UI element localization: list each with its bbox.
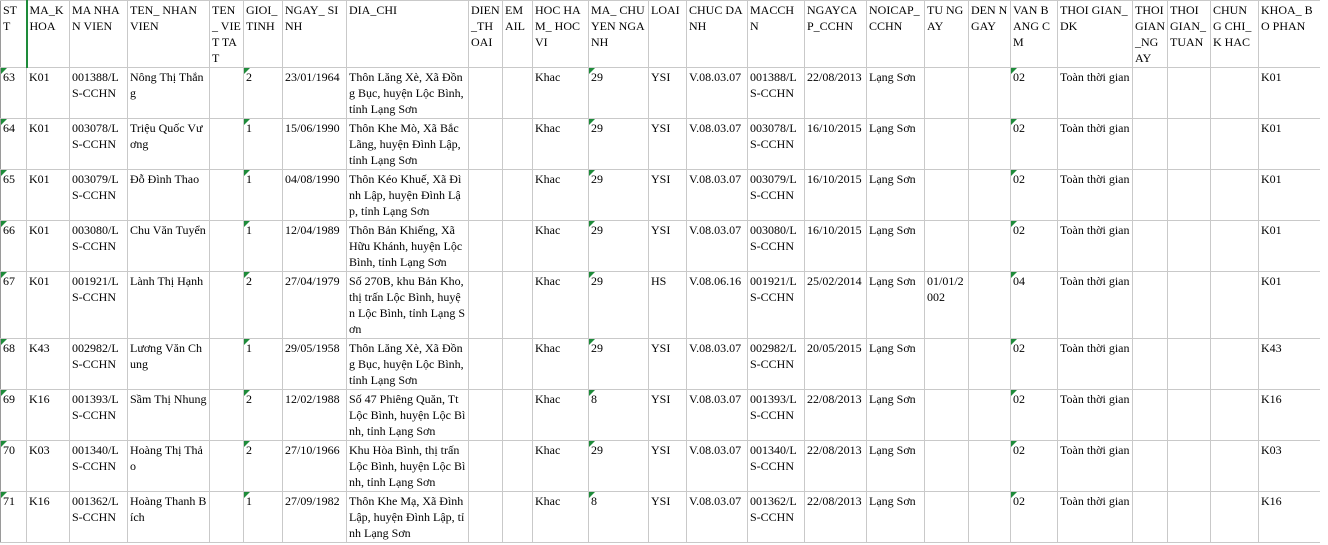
header-cell[interactable]: MA_K HOA (27, 1, 70, 68)
cell[interactable]: 29 (589, 272, 649, 339)
cell[interactable]: YSI (649, 441, 687, 492)
cell[interactable]: 16/10/2015 (805, 221, 867, 272)
header-cell[interactable]: TEN_ VIET TAT (210, 1, 244, 68)
cell[interactable] (503, 339, 533, 390)
cell[interactable]: Thôn Lăng Xè, Xã Đồng Bục, huyện Lộc Bình, tỉnh Lạng Sơn (347, 68, 469, 119)
cell[interactable] (1133, 441, 1168, 492)
cell[interactable]: Toàn thời gian (1058, 170, 1133, 221)
cell[interactable]: K03 (1259, 441, 1321, 492)
table-row (1, 221, 1321, 272)
header-cell[interactable]: LOAI (649, 1, 687, 68)
cell[interactable] (1133, 272, 1168, 339)
cell[interactable]: K16 (1259, 492, 1321, 543)
cell[interactable] (503, 170, 533, 221)
cell[interactable]: Lạng Sơn (867, 339, 925, 390)
cell[interactable]: 02 (1011, 170, 1058, 221)
cell[interactable] (1168, 119, 1211, 170)
header-cell[interactable]: KHOA_ BO PHAN (1259, 1, 1321, 68)
cell[interactable]: 02 (1011, 221, 1058, 272)
cell[interactable]: 1 (244, 492, 283, 543)
cell[interactable] (469, 339, 503, 390)
cell[interactable]: K01 (27, 272, 70, 339)
cell[interactable] (469, 68, 503, 119)
cell[interactable]: 003079/LS-CCHN (748, 170, 805, 221)
cell[interactable]: 8 (589, 492, 649, 543)
cell[interactable] (1168, 170, 1211, 221)
cell[interactable]: K01 (1259, 272, 1321, 339)
cell[interactable] (1211, 339, 1259, 390)
cell[interactable]: 001362/LS-CCHN (70, 492, 128, 543)
cell[interactable] (469, 441, 503, 492)
cell[interactable]: 20/05/2015 (805, 339, 867, 390)
cell[interactable] (1133, 170, 1168, 221)
header-cell[interactable]: DIEN _TH OAI (469, 1, 503, 68)
cell[interactable] (1211, 492, 1259, 543)
cell[interactable]: Toàn thời gian (1058, 339, 1133, 390)
cell[interactable] (1168, 272, 1211, 339)
cell[interactable] (1133, 68, 1168, 119)
cell[interactable] (1211, 119, 1259, 170)
cell[interactable]: K01 (1259, 68, 1321, 119)
cell[interactable]: K01 (27, 221, 70, 272)
cell[interactable]: Lạng Sơn (867, 170, 925, 221)
header-cell[interactable]: MA_ CHUYEN NGANH (589, 1, 649, 68)
cell[interactable] (1211, 170, 1259, 221)
cell[interactable]: Số 270B, khu Bản Kho, thị trấn Lộc Bình, huyện Lộc Bình, tỉnh Lạng Sơn (347, 272, 469, 339)
cell[interactable] (1211, 272, 1259, 339)
cell[interactable]: K01 (27, 170, 70, 221)
cell[interactable]: 29 (589, 221, 649, 272)
cell[interactable]: 02 (1011, 68, 1058, 119)
cell[interactable] (469, 390, 503, 441)
cell[interactable]: Sầm Thị Nhung (128, 390, 210, 441)
cell[interactable]: 29/05/1958 (283, 339, 347, 390)
cell[interactable]: K43 (1259, 339, 1321, 390)
cell[interactable] (503, 390, 533, 441)
cell[interactable]: HS (649, 272, 687, 339)
header-cell[interactable]: THOI GIAN_DK (1058, 1, 1133, 68)
cell[interactable]: Lương Văn Chung (128, 339, 210, 390)
cell[interactable]: 22/08/2013 (805, 390, 867, 441)
cell[interactable]: 02 (1011, 119, 1058, 170)
cell[interactable]: Thôn Khe Mò, Xã Bắc Lãng, huyện Đình Lập, tỉnh Lạng Sơn (347, 119, 469, 170)
cell[interactable]: Khac (533, 390, 589, 441)
cell[interactable]: Khac (533, 441, 589, 492)
cell[interactable] (969, 339, 1011, 390)
cell[interactable]: 1 (244, 119, 283, 170)
cell[interactable]: 003078/LS-CCHN (748, 119, 805, 170)
cell[interactable]: Chu Văn Tuyển (128, 221, 210, 272)
cell[interactable] (210, 390, 244, 441)
cell[interactable]: 29 (589, 441, 649, 492)
cell[interactable]: 003078/LS-CCHN (70, 119, 128, 170)
cell[interactable]: 27/10/1966 (283, 441, 347, 492)
cell[interactable]: 01/01/2002 (925, 272, 969, 339)
cell[interactable]: Toàn thời gian (1058, 68, 1133, 119)
cell[interactable] (210, 119, 244, 170)
cell[interactable]: 27/04/1979 (283, 272, 347, 339)
cell[interactable]: Nông Thị Thắng (128, 68, 210, 119)
cell[interactable]: YSI (649, 68, 687, 119)
cell[interactable] (210, 68, 244, 119)
cell[interactable]: 8 (589, 390, 649, 441)
header-cell[interactable]: CHUC DANH (687, 1, 748, 68)
cell[interactable]: V.08.03.07 (687, 119, 748, 170)
cell[interactable]: Lành Thị Hạnh (128, 272, 210, 339)
cell[interactable]: Lạng Sơn (867, 119, 925, 170)
cell[interactable] (1168, 441, 1211, 492)
header-cell[interactable]: DIA_CHI (347, 1, 469, 68)
cell[interactable] (925, 170, 969, 221)
cell[interactable]: YSI (649, 221, 687, 272)
cell[interactable] (210, 441, 244, 492)
cell[interactable] (925, 492, 969, 543)
cell[interactable] (1211, 68, 1259, 119)
cell[interactable]: 67 (1, 272, 27, 339)
cell[interactable] (969, 272, 1011, 339)
cell[interactable]: V.08.03.07 (687, 390, 748, 441)
header-cell[interactable]: TEN_ NHAN VIEN (128, 1, 210, 68)
cell[interactable]: Toàn thời gian (1058, 390, 1133, 441)
cell[interactable]: 66 (1, 221, 27, 272)
cell[interactable]: V.08.06.16 (687, 272, 748, 339)
cell[interactable] (969, 68, 1011, 119)
cell[interactable]: V.08.03.07 (687, 221, 748, 272)
cell[interactable]: 22/08/2013 (805, 441, 867, 492)
cell[interactable] (1168, 492, 1211, 543)
header-cell[interactable]: MA NHAN VIEN (70, 1, 128, 68)
cell[interactable]: Thôn Lăng Xè, Xã Đồng Bục, huyện Lộc Bình, tỉnh Lạng Sơn (347, 339, 469, 390)
cell[interactable]: K16 (27, 492, 70, 543)
cell[interactable] (925, 339, 969, 390)
cell[interactable]: Khac (533, 68, 589, 119)
cell[interactable]: 001393/LS-CCHN (748, 390, 805, 441)
cell[interactable]: 29 (589, 339, 649, 390)
cell[interactable]: YSI (649, 339, 687, 390)
window-edge (1320, 0, 1328, 545)
cell[interactable]: 16/10/2015 (805, 119, 867, 170)
cell[interactable]: YSI (649, 390, 687, 441)
cell[interactable]: V.08.03.07 (687, 68, 748, 119)
cell[interactable]: V.08.03.07 (687, 492, 748, 543)
cell[interactable] (1133, 492, 1168, 543)
cell[interactable]: Khac (533, 221, 589, 272)
cell[interactable]: 2 (244, 68, 283, 119)
cell[interactable]: 23/01/1964 (283, 68, 347, 119)
cell[interactable]: K01 (1259, 119, 1321, 170)
cell[interactable] (969, 390, 1011, 441)
cell[interactable] (1168, 390, 1211, 441)
cell[interactable] (210, 221, 244, 272)
cell[interactable]: 29 (589, 170, 649, 221)
cell[interactable] (1133, 390, 1168, 441)
header-cell[interactable]: NGAY_ SINH (283, 1, 347, 68)
cell[interactable]: 001388/LS-CCHN (70, 68, 128, 119)
cell[interactable]: 71 (1, 492, 27, 543)
cell[interactable] (925, 119, 969, 170)
header-row (1, 1, 1321, 68)
cell[interactable]: Toàn thời gian (1058, 119, 1133, 170)
cell[interactable]: 69 (1, 390, 27, 441)
cell[interactable] (925, 441, 969, 492)
cell[interactable]: 001921/LS-CCHN (70, 272, 128, 339)
cell[interactable]: 001340/LS-CCHN (70, 441, 128, 492)
table-row (1, 119, 1321, 170)
cell[interactable]: Khac (533, 170, 589, 221)
cell[interactable]: Lạng Sơn (867, 390, 925, 441)
cell[interactable]: Khac (533, 492, 589, 543)
cell[interactable]: Hoàng Thanh Bích (128, 492, 210, 543)
header-cell[interactable]: THOI GIAN_ TUAN (1168, 1, 1211, 68)
cell[interactable]: 27/09/1982 (283, 492, 347, 543)
cell[interactable] (1211, 221, 1259, 272)
cell[interactable]: YSI (649, 170, 687, 221)
cell[interactable] (210, 170, 244, 221)
cell[interactable]: 02 (1011, 492, 1058, 543)
cell[interactable]: 02 (1011, 390, 1058, 441)
header-cell[interactable]: GIOI_ TINH (244, 1, 283, 68)
cell[interactable]: Thôn Kéo Khuế, Xã Đình Lập, huyện Đình Lập, tỉnh Lạng Sơn (347, 170, 469, 221)
cell[interactable]: 15/06/1990 (283, 119, 347, 170)
cell[interactable]: V.08.03.07 (687, 441, 748, 492)
header-cell[interactable]: TU NGAY (925, 1, 969, 68)
cell[interactable]: 2 (244, 272, 283, 339)
cell[interactable]: Lạng Sơn (867, 441, 925, 492)
cell[interactable] (469, 272, 503, 339)
cell[interactable]: 2 (244, 441, 283, 492)
cell[interactable]: 02 (1011, 441, 1058, 492)
cell[interactable]: 001340/LS-CCHN (748, 441, 805, 492)
cell[interactable]: K01 (27, 119, 70, 170)
header-cell[interactable]: CHUN G CHI_K HAC (1211, 1, 1259, 68)
cell[interactable]: 02 (1011, 339, 1058, 390)
table-row (1, 441, 1321, 492)
cell[interactable]: K01 (1259, 170, 1321, 221)
cell[interactable]: 2 (244, 390, 283, 441)
cell[interactable]: Khu Hòa Bình, thị trấn Lộc Bình, huyện Lộc Bình, tỉnh Lạng Sơn (347, 441, 469, 492)
cell[interactable]: YSI (649, 119, 687, 170)
cell[interactable] (1133, 221, 1168, 272)
header-cell[interactable]: VAN BANG CM (1011, 1, 1058, 68)
cell[interactable] (210, 339, 244, 390)
cell[interactable]: Lạng Sơn (867, 272, 925, 339)
cell[interactable]: 002982/LS-CCHN (748, 339, 805, 390)
cell[interactable]: K16 (1259, 390, 1321, 441)
cell[interactable]: K03 (27, 441, 70, 492)
cell[interactable] (1168, 68, 1211, 119)
cell[interactable] (969, 221, 1011, 272)
header-cell[interactable]: DEN NGAY (969, 1, 1011, 68)
cell[interactable]: 04 (1011, 272, 1058, 339)
cell[interactable] (925, 390, 969, 441)
cell[interactable]: 1 (244, 339, 283, 390)
cell[interactable]: Hoàng Thị Thảo (128, 441, 210, 492)
header-cell[interactable]: NOICAP_ CCHN (867, 1, 925, 68)
cell[interactable] (503, 441, 533, 492)
cell[interactable] (503, 492, 533, 543)
cell[interactable]: 70 (1, 441, 27, 492)
cell[interactable]: Lạng Sơn (867, 221, 925, 272)
table-row (1, 170, 1321, 221)
cell[interactable]: Lạng Sơn (867, 68, 925, 119)
cell[interactable]: 29 (589, 119, 649, 170)
table-row (1, 272, 1321, 339)
cell[interactable] (503, 272, 533, 339)
cell[interactable] (469, 119, 503, 170)
cell[interactable] (469, 492, 503, 543)
header-cell[interactable]: MACCH N (748, 1, 805, 68)
cell[interactable]: 22/08/2013 (805, 492, 867, 543)
header-cell[interactable]: THOI GIAN _NG AY (1133, 1, 1168, 68)
header-cell[interactable]: EM AIL (503, 1, 533, 68)
cell[interactable]: 001388/LS-CCHN (748, 68, 805, 119)
cell[interactable]: Đỗ Đình Thao (128, 170, 210, 221)
cell[interactable]: K16 (27, 390, 70, 441)
cell[interactable]: YSI (649, 492, 687, 543)
cell[interactable]: 25/02/2014 (805, 272, 867, 339)
cell[interactable]: V.08.03.07 (687, 170, 748, 221)
cell[interactable] (469, 221, 503, 272)
cell[interactable] (503, 221, 533, 272)
cell[interactable] (210, 492, 244, 543)
cell[interactable]: 29 (589, 68, 649, 119)
cell[interactable]: 22/08/2013 (805, 68, 867, 119)
cell[interactable]: Triệu Quốc Vương (128, 119, 210, 170)
cell[interactable]: Khac (533, 119, 589, 170)
cell[interactable]: 63 (1, 68, 27, 119)
cell[interactable]: Toàn thời gian (1058, 492, 1133, 543)
cell[interactable]: Khac (533, 272, 589, 339)
cell[interactable] (503, 68, 533, 119)
cell[interactable]: Lạng Sơn (867, 492, 925, 543)
table-row (1, 390, 1321, 441)
cell[interactable] (1211, 390, 1259, 441)
cell[interactable]: V.08.03.07 (687, 339, 748, 390)
cell[interactable]: Thôn Bản Khiếng, Xã Hữu Khánh, huyện Lộc Bình, tỉnh Lạng Sơn (347, 221, 469, 272)
cell[interactable] (969, 441, 1011, 492)
cell[interactable]: 1 (244, 170, 283, 221)
cell[interactable]: 003080/LS-CCHN (748, 221, 805, 272)
table-row (1, 68, 1321, 119)
table-row (1, 339, 1321, 390)
cell[interactable] (1133, 119, 1168, 170)
cell[interactable] (1168, 339, 1211, 390)
cell[interactable]: Toàn thời gian (1058, 441, 1133, 492)
cell[interactable] (210, 272, 244, 339)
header-cell[interactable]: NGAYCA P_CCHN (805, 1, 867, 68)
cell[interactable]: K43 (27, 339, 70, 390)
cell[interactable] (969, 492, 1011, 543)
cell[interactable]: 002982/LS-CCHN (70, 339, 128, 390)
cell[interactable]: 12/02/1988 (283, 390, 347, 441)
cell[interactable]: 003079/LS-CCHN (70, 170, 128, 221)
cell[interactable]: 001362/LS-CCHN (748, 492, 805, 543)
cell[interactable] (1211, 441, 1259, 492)
cell[interactable]: 16/10/2015 (805, 170, 867, 221)
cell[interactable] (503, 119, 533, 170)
table-row (1, 492, 1321, 543)
cell[interactable] (969, 170, 1011, 221)
cell[interactable]: 003080/LS-CCHN (70, 221, 128, 272)
header-cell[interactable]: HOC HAM_ HOC VI (533, 1, 589, 68)
cell[interactable]: Thôn Khe Mạ, Xã Đình Lập, huyện Đình Lập, tỉnh Lạng Sơn (347, 492, 469, 543)
cell[interactable]: 001393/LS-CCHN (70, 390, 128, 441)
cell[interactable]: 12/04/1989 (283, 221, 347, 272)
cell[interactable]: Toàn thời gian (1058, 272, 1133, 339)
cell[interactable]: K01 (27, 68, 70, 119)
cell[interactable]: 001921/LS-CCHN (748, 272, 805, 339)
cell[interactable] (1168, 221, 1211, 272)
cell[interactable]: 65 (1, 170, 27, 221)
cell[interactable]: 64 (1, 119, 27, 170)
cell[interactable]: Toàn thời gian (1058, 221, 1133, 272)
cell[interactable] (969, 119, 1011, 170)
cell[interactable]: 68 (1, 339, 27, 390)
cell[interactable] (925, 221, 969, 272)
cell[interactable] (469, 170, 503, 221)
cell[interactable]: Khac (533, 339, 589, 390)
header-cell[interactable]: STT (1, 1, 27, 68)
cell[interactable]: 04/08/1990 (283, 170, 347, 221)
cell[interactable]: 1 (244, 221, 283, 272)
cell[interactable]: K01 (1259, 221, 1321, 272)
cell[interactable]: Số 47 Phiêng Quăn, Tt Lộc Bình, huyện Lộc Bình, tỉnh Lạng Sơn (347, 390, 469, 441)
cell[interactable] (1133, 339, 1168, 390)
cell[interactable] (925, 68, 969, 119)
